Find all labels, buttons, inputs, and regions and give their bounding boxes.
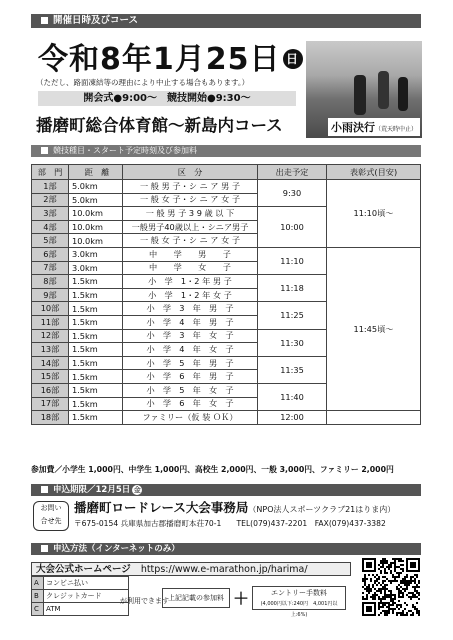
start-time-cell: 11:30 (258, 329, 327, 356)
distance-cell: 10.0km (69, 220, 123, 234)
opening-times: 開会式●9:00～ 競技開始●9:30～ (38, 91, 296, 106)
award-time-cell: 11:45頃～ (327, 247, 421, 410)
table-row (32, 247, 421, 261)
category-cell: 一 般 男 子・シ ニ ア 男 子 (123, 180, 258, 194)
distance-cell: 1.5km (69, 329, 123, 343)
table-row (32, 411, 421, 425)
division-cell: 8部 (32, 275, 69, 289)
category-cell: 中 学 男 子 (123, 247, 258, 261)
division-cell: 16部 (32, 383, 69, 397)
col-header: 出走予定 (258, 165, 327, 180)
col-header: 表彰式(目安) (327, 165, 421, 180)
division-cell: 11部 (32, 315, 69, 329)
start-time-cell: 11:18 (258, 275, 327, 302)
division-cell: 6部 (32, 247, 69, 261)
division-cell: 17部 (32, 397, 69, 411)
division-cell: 7部 (32, 261, 69, 275)
distance-cell: 3.0km (69, 261, 123, 275)
category-cell: 一 般 女 子・シ ニ ア 女 子 (123, 234, 258, 248)
distance-cell: 10.0km (69, 207, 123, 221)
section-header-schedule: 開催日時及びコース (31, 14, 421, 28)
distance-cell: 1.5km (69, 343, 123, 357)
event-date: 令和8年1月25日 日 (38, 34, 303, 78)
category-cell: 一 般 男 子 3 9 歳 以 下 (123, 207, 258, 221)
section-header-events: 競技種目・スタート予定時刻及び参加料 (31, 145, 421, 157)
category-cell: 一般男子40歳以上・シニア男子 (123, 220, 258, 234)
section-header-deadline: 申込期限／12月5日 金 (31, 484, 421, 496)
fee-box: 上記記載の参加料 (162, 588, 230, 608)
cancellation-note: （ただし、路面凍結等の理由により中止する場合もあります。） (36, 78, 250, 87)
distance-cell: 1.5km (69, 397, 123, 411)
division-cell: 14部 (32, 356, 69, 370)
col-header: 部 門 (32, 165, 69, 180)
start-time-cell: 11:25 (258, 302, 327, 329)
section-header-apply: 申込方法（インターネットのみ） (31, 543, 421, 555)
distance-cell: 1.5km (69, 315, 123, 329)
distance-cell: 5.0km (69, 193, 123, 207)
category-cell: 小 学 5 年 男 子 (123, 356, 258, 370)
col-header: 区 分 (123, 165, 258, 180)
category-cell: 小 学 1・2 年 男 子 (123, 275, 258, 289)
list-item: C ATM (32, 603, 129, 616)
category-cell: 小 学 1・2 年 女 子 (123, 288, 258, 302)
events-table (31, 164, 421, 425)
col-header: 距 離 (69, 165, 123, 180)
start-time-cell: 10:00 (258, 207, 327, 248)
table-row (32, 180, 421, 194)
award-time-cell: 11:10頃～ (327, 180, 421, 248)
course-name: 播磨町総合体育館～新島内コース (36, 116, 283, 135)
rain-caption: 小雨決行（荒天時中止） (328, 118, 420, 136)
start-time-cell: 11:40 (258, 383, 327, 410)
category-cell: 小 学 6 年 女 子 (123, 397, 258, 411)
start-time-cell: 12:00 (258, 411, 327, 425)
division-cell: 1部 (32, 180, 69, 194)
division-cell: 18部 (32, 411, 69, 425)
table-header-row (32, 165, 421, 180)
category-cell: 一 般 女 子・シ ニ ア 女 子 (123, 193, 258, 207)
start-time-cell: 11:35 (258, 356, 327, 383)
weekday-badge: 金 (133, 486, 141, 494)
start-time-cell: 11:10 (258, 247, 327, 274)
race-photo (306, 41, 422, 138)
category-cell: 小 学 3 年 男 子 (123, 302, 258, 316)
division-cell: 2部 (32, 193, 69, 207)
start-time-cell: 9:30 (258, 180, 327, 207)
list-item: A コンビニ払い (32, 577, 129, 590)
distance-cell: 5.0km (69, 180, 123, 194)
division-cell: 4部 (32, 220, 69, 234)
square-bullet-icon (41, 545, 48, 552)
runner-figure (354, 75, 366, 115)
organizer-name: 播磨町ロードレース大会事務局（NPO法人スポーツクラブ21はりま内） (74, 500, 396, 515)
list-item: B クレジットカード (32, 590, 129, 603)
square-bullet-icon (41, 486, 48, 493)
category-cell: 小 学 6 年 男 子 (123, 370, 258, 384)
homepage-label: 大会公式ホームページ (36, 564, 131, 575)
division-cell: 15部 (32, 370, 69, 384)
square-bullet-icon (41, 147, 48, 154)
runner-figure (398, 77, 408, 111)
qr-code-icon[interactable] (362, 558, 420, 616)
category-cell: 小 学 5 年 女 子 (123, 383, 258, 397)
organizer-address: 〒675-0154 兵庫県加古郡播磨町本荘70-1 TEL(079)437-2201 FAX(079)437-3382 (74, 519, 386, 528)
category-cell: 小 学 3 年 女 子 (123, 329, 258, 343)
division-cell: 13部 (32, 343, 69, 357)
square-bullet-icon (41, 17, 48, 24)
award-time-cell (327, 411, 421, 425)
payment-note: が利用できます (120, 597, 169, 605)
distance-cell: 1.5km (69, 302, 123, 316)
division-cell: 9部 (32, 288, 69, 302)
category-cell: 小 学 4 年 女 子 (123, 343, 258, 357)
homepage-box (31, 562, 351, 576)
distance-cell: 1.5km (69, 275, 123, 289)
division-cell: 10部 (32, 302, 69, 316)
distance-cell: 1.5km (69, 383, 123, 397)
category-cell: 中 学 女 子 (123, 261, 258, 275)
distance-cell: 1.5km (69, 370, 123, 384)
entry-fee-box: エントリー手数料 (4,000円以下:240円 4,001円以上:6%) (252, 586, 346, 610)
division-cell: 3部 (32, 207, 69, 221)
homepage-url[interactable]: https://www.e-marathon.jp/harima/ (140, 564, 308, 575)
distance-cell: 10.0km (69, 234, 123, 248)
runner-figure (378, 71, 389, 109)
distance-cell: 3.0km (69, 247, 123, 261)
division-cell: 5部 (32, 234, 69, 248)
distance-cell: 1.5km (69, 411, 123, 425)
division-cell: 12部 (32, 329, 69, 343)
category-cell: ファミリー（仮 装 ＯＫ） (123, 411, 258, 425)
payment-methods (31, 576, 129, 616)
plus-sign: ＋ (233, 589, 250, 608)
weekday-badge: 日 (283, 49, 303, 69)
contact-badge: お問い 合せ先 (33, 501, 69, 531)
distance-cell: 1.5km (69, 288, 123, 302)
distance-cell: 1.5km (69, 356, 123, 370)
contact-block (31, 497, 421, 533)
category-cell: 小 学 4 年 男 子 (123, 315, 258, 329)
fee-list: 参加費／小学生 1,000円、中学生 1,000円、高校生 2,000円、一般 3,000円、ファミリー 2,000円 (31, 465, 394, 474)
